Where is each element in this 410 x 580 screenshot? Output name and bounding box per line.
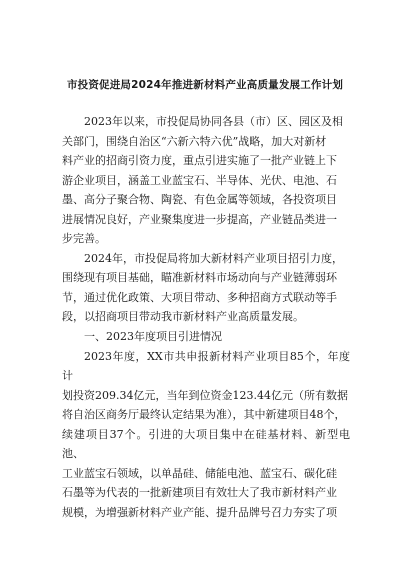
document-title: 市投资促进局2024年推进新材料产业高质量发展工作计划 [66,79,344,91]
paragraph-project-statistics: 2023年度，XX市共申报新材料产业项目85个，年度计 划投资209.34亿元，当年到位资金123.44亿元（所有数据 将自治区商务厅最终认定结果为准），其中新建项目48个， 续建项目37个。引进的大项目集中在硅基材料、新型电池、 工业蓝宝石领域，以单晶硅、储能电池、蓝宝石、碳化硅 石墨等为代表的一批新建项目有效壮大了我市新材料产业 规模，为增强新材料产业产能、提升品牌号召力夯实了项 [62,349,350,519]
section-heading-project-introduction: 一、2023年度项目引进情况 [84,330,222,344]
document-body [62,112,350,522]
paragraph-plan-2024: 2024年，市投促局将加大新材料产业项目招引力度， 围绕现有项目基础，瞄准新材料市场动向与产业链薄弱环 节，通过优化政策、大项目带动、多种招商方式联动等手 段，以招商项目带动我市新材料产业高质量发展。 [62,251,343,324]
paragraph-overview-2023: 2023年以来，市投促局协同各县（市）区、园区及相 关部门，围绕自治区“六新六特六优”战略，加大对新材 料产业的招商引资力度，重点引进实施了一批产业链上下 游企业项目，涵盖工业蓝宝石、半导体、光伏、电池、石 墨、高分子聚合物、陶瓷、有色金属等领域，各投资项目 进展情况良好，产业聚集度进一步提高，产业链品类进一 步完善。 [62,115,343,246]
